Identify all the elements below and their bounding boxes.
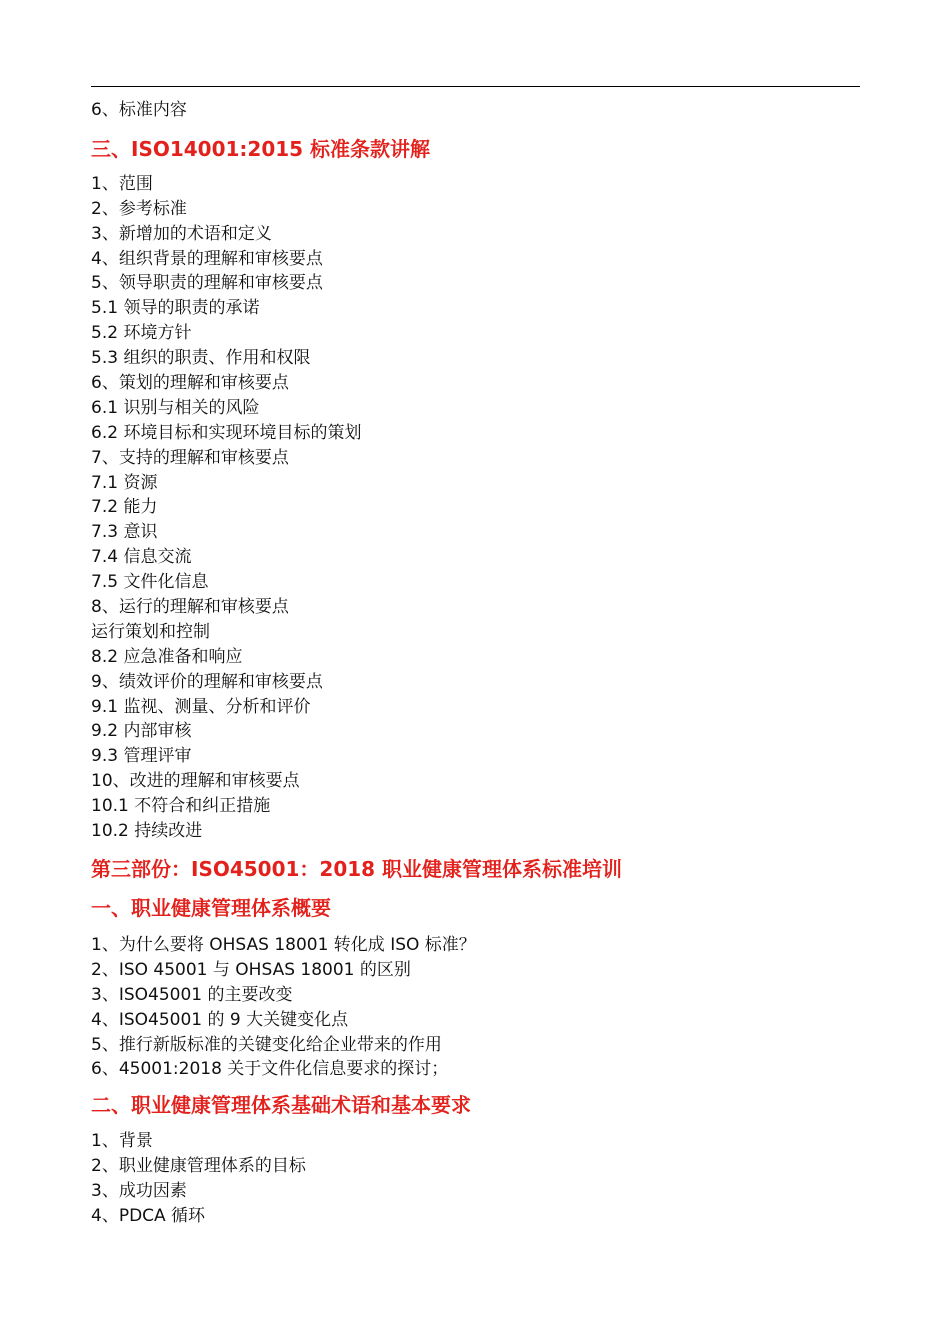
header-rule [91,86,860,87]
list-item: 1、为什么要将 OHSAS 18001 转化成 ISO 标准？ [91,934,476,955]
list-item: 6、45001:2018 关于文件化信息要求的探讨； [91,1059,449,1080]
list-item: 7、支持的理解和审核要点 [91,447,289,468]
list-item: 7.3 意识 [91,522,158,543]
section-list [91,933,860,1082]
section-heading: 三、ISO14001:2015 标准条款讲解 [91,136,431,161]
list-item: 1、背景 [91,1131,153,1152]
list-item: 2、参考标准 [91,198,187,219]
list-item: 10、改进的理解和审核要点 [91,771,300,792]
list-item: 5、领导职责的理解和审核要点 [91,273,323,294]
list-item: 7.5 文件化信息 [91,572,209,593]
list-item: 1、范围 [91,173,153,194]
section-list [91,1129,860,1229]
document-body [91,98,860,1229]
list-item: 9.2 内部审核 [91,721,192,742]
list-item: 6、标准内容 [91,100,187,120]
list-item: 4、ISO45001 的 9 大关键变化点 [91,1009,349,1030]
list-item: 2、职业健康管理体系的目标 [91,1156,306,1177]
section-list [91,172,860,844]
list-item: 6、策划的理解和审核要点 [91,373,289,394]
list-item: 7.4 信息交流 [91,547,192,568]
list-item: 7.2 能力 [91,497,158,518]
list-item: 10.1 不符合和纠正措施 [91,796,271,817]
list-item: 4、PDCA 循环 [91,1205,206,1226]
list-item: 2、ISO 45001 与 OHSAS 18001 的区别 [91,959,411,980]
pre-list [91,98,860,123]
list-item: 9.3 管理评审 [91,746,192,767]
list-item: 3、成功因素 [91,1181,187,1202]
list-item: 5.1 领导的职责的承诺 [91,298,260,319]
list-item: 6.2 环境目标和实现环境目标的策划 [91,422,362,443]
list-item: 7.1 资源 [91,472,158,493]
list-item: 5.3 组织的职责、作用和权限 [91,348,311,369]
list-item: 3、ISO45001 的主要改变 [91,984,293,1005]
part-heading: 第三部份：ISO45001：2018 职业健康管理体系标准培训 [91,856,623,881]
list-item: 运行策划和控制 [91,621,210,642]
list-item: 4、组织背景的理解和审核要点 [91,248,323,269]
list-item: 9.1 监视、测量、分析和评价 [91,696,311,717]
list-item: 5.2 环境方针 [91,323,192,344]
list-item: 9、绩效评价的理解和审核要点 [91,671,323,692]
list-item: 6.1 识别与相关的风险 [91,397,260,418]
list-item: 5、推行新版标准的关键变化给企业带来的作用 [91,1034,442,1055]
list-item: 3、新增加的术语和定义 [91,223,272,244]
section-heading: 一、职业健康管理体系概要 [91,895,331,920]
list-item: 8、运行的理解和审核要点 [91,597,289,618]
list-item: 10.2 持续改进 [91,821,203,842]
section-heading: 二、职业健康管理体系基础术语和基本要求 [91,1093,471,1118]
list-item: 8.2 应急准备和响应 [91,646,243,667]
